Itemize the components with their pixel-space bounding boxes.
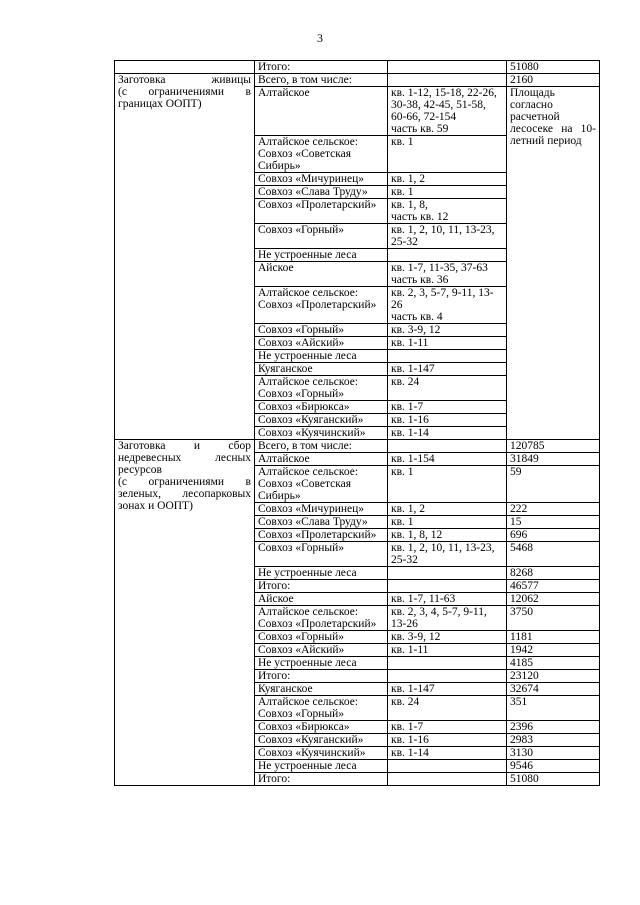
activity-line: зеленых, лесопарковых <box>118 488 251 500</box>
quarters-cell: кв. 1-7 <box>388 401 507 414</box>
table-row <box>115 61 600 74</box>
forestry-name-cell: Совхоз «Мичуринец» <box>255 503 388 516</box>
forestry-name-cell: Алтайское сельское: Совхоз «Советская Сибирь» <box>255 136 388 173</box>
value-cell: 2396 <box>507 721 600 734</box>
forestry-name-cell: Итого: <box>255 61 388 74</box>
table-row <box>115 440 600 453</box>
value-cell: 15 <box>507 516 600 529</box>
value-cell: 8268 <box>507 567 600 580</box>
forestry-name-cell: Совхоз «Горный» <box>255 542 388 567</box>
forestry-name-cell: Не устроенные леса <box>255 760 388 773</box>
quarters-cell <box>388 657 507 670</box>
forestry-name-cell: Совхоз «Айский» <box>255 644 388 657</box>
forestry-name-cell: Совхоз «Слава Труду» <box>255 516 388 529</box>
forestry-name-cell: Итого: <box>255 670 388 683</box>
forestry-name-cell: Всего, в том числе: <box>255 440 388 453</box>
forestry-name-cell: Алтайское сельское: Совхоз «Пролетарский» <box>255 287 388 324</box>
value-cell: 32674 <box>507 683 600 696</box>
activity-line: (с ограничениями в <box>118 476 251 488</box>
forestry-name-cell: Алтайское сельское: Совхоз «Горный» <box>255 696 388 721</box>
forestry-name-cell: Алтайское <box>255 87 388 136</box>
value-cell: 3130 <box>507 747 600 760</box>
quarters-cell: кв. 1 <box>388 186 507 199</box>
forestry-name-cell: Не устроенные леса <box>255 350 388 363</box>
quarters-cell: кв. 1-11 <box>388 337 507 350</box>
quarters-cell: кв. 3-9, 12 <box>388 631 507 644</box>
value-cell: 2983 <box>507 734 600 747</box>
value-cell: 4185 <box>507 657 600 670</box>
quarters-cell: кв. 24 <box>388 376 507 401</box>
note-line: расчетной <box>510 111 560 123</box>
activity-line: (с ограничениями в <box>118 86 251 98</box>
quarters-cell: кв. 1, 2 <box>388 503 507 516</box>
value-cell: 23120 <box>507 670 600 683</box>
quarters-cell: кв. 1, 2, 10, 11, 13-23, 25-32 <box>388 224 507 249</box>
value-cell: 59 <box>507 466 600 503</box>
value-cell: 696 <box>507 529 600 542</box>
quarters-cell: кв. 2, 3, 4, 5-7, 9-11, 13-26 <box>388 606 507 631</box>
note-cell <box>507 87 600 440</box>
forestry-name-cell: Айское <box>255 593 388 606</box>
value-cell: 351 <box>507 696 600 721</box>
value-cell: 51080 <box>507 773 600 786</box>
forestry-name-cell: Совхоз «Горный» <box>255 224 388 249</box>
quarters-cell: кв. 1-12, 15-18, 22-26, 30-38, 42-45, 51-58, 60-66, 72-154 часть кв. 59 <box>388 87 507 136</box>
value-cell: 3750 <box>507 606 600 631</box>
activity-cell <box>115 440 255 786</box>
note-line: Площадь <box>510 87 555 99</box>
forestry-name-cell: Алтайское сельское: Совхоз «Советская Сибирь» <box>255 466 388 503</box>
quarters-cell: кв. 1-16 <box>388 734 507 747</box>
forestry-name-cell: Совхоз «Горный» <box>255 324 388 337</box>
note-line: лесосеке на 10- <box>510 123 596 135</box>
quarters-cell: кв. 1-14 <box>388 427 507 440</box>
forestry-name-cell: Совхоз «Бирюкса» <box>255 401 388 414</box>
forestry-name-cell: Совхоз «Мичуринец» <box>255 173 388 186</box>
value-cell: 46577 <box>507 580 600 593</box>
value-cell: 2160 <box>507 74 600 87</box>
forest-use-table <box>114 60 600 786</box>
quarters-cell <box>388 580 507 593</box>
quarters-cell <box>388 670 507 683</box>
quarters-cell: кв. 1-7, 11-63 <box>388 593 507 606</box>
quarters-cell: кв. 1, 2, 10, 11, 13-23, 25-32 <box>388 542 507 567</box>
forestry-name-cell: Совхоз «Куяганский» <box>255 414 388 427</box>
forestry-name-cell: Итого: <box>255 580 388 593</box>
forestry-name-cell: Совхоз «Куячинский» <box>255 427 388 440</box>
quarters-cell: кв. 1-11 <box>388 644 507 657</box>
forestry-name-cell: Совхоз «Пролетарский» <box>255 529 388 542</box>
note-line: согласно <box>510 99 553 111</box>
quarters-cell: кв. 1 <box>388 516 507 529</box>
forestry-name-cell: Совхоз «Куяганский» <box>255 734 388 747</box>
quarters-cell: кв. 1-154 <box>388 453 507 466</box>
value-cell: 222 <box>507 503 600 516</box>
activity-line: Заготовка и сбор <box>118 440 251 452</box>
forestry-name-cell: Не устроенные леса <box>255 657 388 670</box>
forestry-name-cell: Куяганское <box>255 363 388 376</box>
forestry-name-cell: Совхоз «Горный» <box>255 631 388 644</box>
value-cell: 12062 <box>507 593 600 606</box>
page-number: 3 <box>317 31 323 45</box>
quarters-cell: кв. 1, 2 <box>388 173 507 186</box>
quarters-cell <box>388 773 507 786</box>
quarters-cell <box>388 350 507 363</box>
quarters-cell: кв. 2, 3, 5-7, 9-11, 13- 26 часть кв. 4 <box>388 287 507 324</box>
value-cell: 9546 <box>507 760 600 773</box>
value-cell: 51080 <box>507 61 600 74</box>
value-cell: 120785 <box>507 440 600 453</box>
table-row <box>115 74 600 87</box>
value-cell: 5468 <box>507 542 600 567</box>
quarters-cell: кв. 1 <box>388 466 507 503</box>
activity-line: границах ООПТ) <box>118 98 202 110</box>
value-cell: 1181 <box>507 631 600 644</box>
activity-line: Заготовка живицы <box>118 74 251 86</box>
forestry-name-cell: Алтайское сельское: Совхоз «Пролетарский» <box>255 606 388 631</box>
activity-line: ресурсов <box>118 464 162 476</box>
quarters-cell <box>388 61 507 74</box>
quarters-cell: кв. 1-147 <box>388 683 507 696</box>
activity-cell <box>115 74 255 440</box>
quarters-cell: кв. 1, 8, 12 <box>388 529 507 542</box>
quarters-cell <box>388 567 507 580</box>
activity-cell <box>115 61 255 74</box>
forestry-name-cell: Всего, в том числе: <box>255 74 388 87</box>
forestry-name-cell: Совхоз «Айский» <box>255 337 388 350</box>
activity-line: недревесных лесных <box>118 452 251 464</box>
quarters-cell: кв. 1-14 <box>388 747 507 760</box>
quarters-cell: кв. 24 <box>388 696 507 721</box>
forestry-name-cell: Итого: <box>255 773 388 786</box>
forestry-name-cell: Не устроенные леса <box>255 567 388 580</box>
quarters-cell <box>388 249 507 262</box>
quarters-cell <box>388 440 507 453</box>
activity-line: зонах и ООПТ) <box>118 500 193 512</box>
quarters-cell: кв. 1-7 <box>388 721 507 734</box>
quarters-cell <box>388 760 507 773</box>
forestry-name-cell: Алтайское <box>255 453 388 466</box>
quarters-cell: кв. 1, 8, часть кв. 12 <box>388 199 507 224</box>
quarters-cell: кв. 1-7, 11-35, 37-63 часть кв. 36 <box>388 262 507 287</box>
forestry-name-cell: Совхоз «Слава Труду» <box>255 186 388 199</box>
quarters-cell: кв. 1-147 <box>388 363 507 376</box>
forestry-name-cell: Алтайское сельское: Совхоз «Горный» <box>255 376 388 401</box>
quarters-cell: кв. 1-16 <box>388 414 507 427</box>
forestry-name-cell: Совхоз «Бирюкса» <box>255 721 388 734</box>
forestry-name-cell: Куяганское <box>255 683 388 696</box>
note-line: летний период <box>510 135 582 147</box>
forestry-name-cell: Совхоз «Куячинский» <box>255 747 388 760</box>
forestry-name-cell: Айское <box>255 262 388 287</box>
value-cell: 31849 <box>507 453 600 466</box>
quarters-cell <box>388 74 507 87</box>
value-cell: 1942 <box>507 644 600 657</box>
quarters-cell: кв. 1 <box>388 136 507 173</box>
quarters-cell: кв. 3-9, 12 <box>388 324 507 337</box>
forestry-name-cell: Совхоз «Пролетарский» <box>255 199 388 224</box>
forestry-name-cell: Не устроенные леса <box>255 249 388 262</box>
